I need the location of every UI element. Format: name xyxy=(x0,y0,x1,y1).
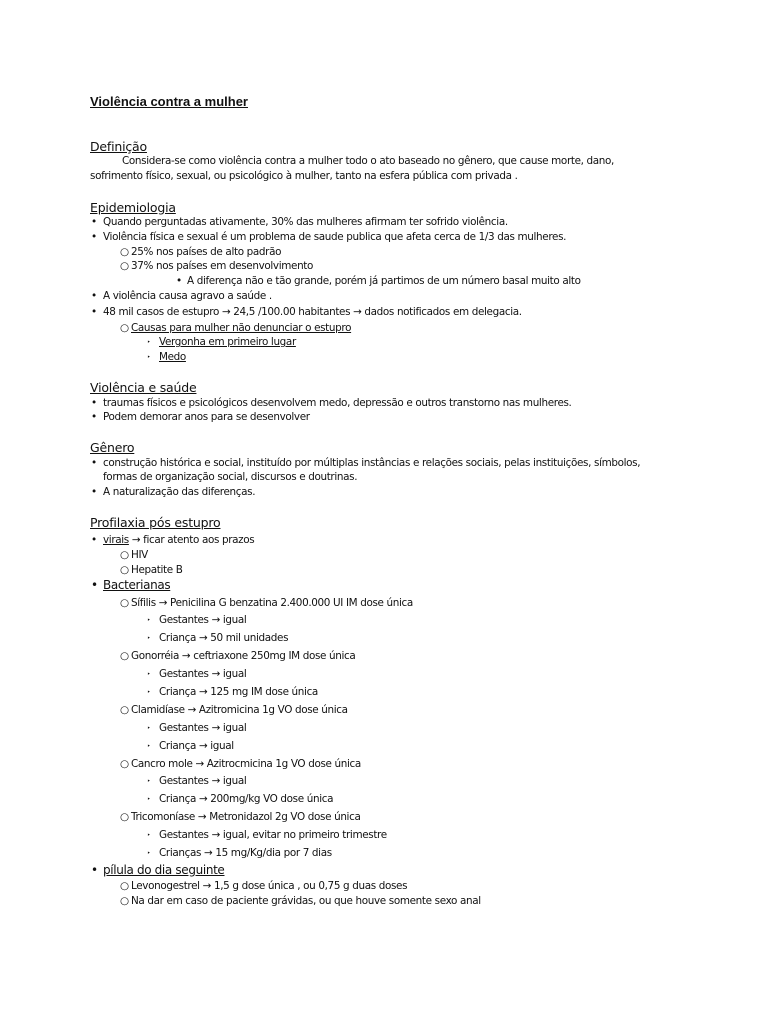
epidemiologia-item-5: A diferença não e tão grande, porém já partimos de um número basal muito alto xyxy=(187,275,581,287)
circle-bullet-icon: ○ xyxy=(120,758,129,770)
circle-bullet-icon: ○ xyxy=(120,704,129,716)
circle-bullet-icon: ○ xyxy=(120,895,129,907)
circle-bullet-icon: ○ xyxy=(120,811,129,823)
triangle-bullet-icon: ‣ xyxy=(147,796,151,803)
bullet-icon: • xyxy=(91,231,97,243)
cancro-crianca: Criança → 200mg/kg VO dose única xyxy=(159,793,334,805)
sifilis-gestantes: Gestantes → igual xyxy=(159,614,247,626)
triangle-bullet-icon: ‣ xyxy=(147,832,151,839)
document-title: Violência contra a mulher xyxy=(90,94,248,109)
circle-bullet-icon: ○ xyxy=(120,322,129,334)
bullet-icon: • xyxy=(91,216,97,228)
epidemiologia-item-4: 37% nos países em desenvolvimento xyxy=(131,260,314,272)
tricomoniase-item: Tricomoníase → Metronidazol 2g VO dose única xyxy=(131,811,361,823)
definicao-line-2: sofrimento físico, sexual, ou psicológico à mulher, tanto na esfera pública com privada . xyxy=(90,170,518,182)
epidemiologia-item-3: 25% nos países de alto padrão xyxy=(131,246,282,258)
epidemiologia-item-2: Violência física e sexual é um problema de saude publica que afeta cerca de 1/3 das mulheres. xyxy=(103,231,567,243)
triangle-bullet-icon: ‣ xyxy=(147,778,151,785)
hiv-item: HIV xyxy=(131,549,148,561)
triangle-bullet-icon: ‣ xyxy=(147,743,151,750)
heading-violencia-saude: Violência e saúde xyxy=(90,380,197,395)
genero-item-2: A naturalização das diferenças. xyxy=(103,486,256,498)
bullet-icon: • xyxy=(91,486,97,498)
epidemiologia-item-8: Causas para mulher não denunciar o estupro xyxy=(131,322,352,334)
bullet-icon: • xyxy=(91,863,98,877)
triangle-bullet-icon: ‣ xyxy=(147,850,151,857)
heading-genero: Gênero xyxy=(90,440,135,455)
gonorreia-item: Gonorréia → ceftriaxone 250mg IM dose única xyxy=(131,650,356,662)
clamidiase-item: Clamidíase → Azitromicina 1g VO dose única xyxy=(131,704,348,716)
circle-bullet-icon: ○ xyxy=(120,260,129,272)
genero-item-1: construção histórica e social, instituído por múltiplas instâncias e relações sociais, pelas instituições, símbolos, xyxy=(103,457,641,469)
cancro-gestantes: Gestantes → igual xyxy=(159,775,247,787)
epidemiologia-item-7: 48 mil casos de estupro → 24,5 /100.00 habitantes → dados notificados em delegacia. xyxy=(103,306,522,318)
gonorreia-crianca: Criança → 125 mg IM dose única xyxy=(159,686,318,698)
virais-label: virais xyxy=(103,534,129,546)
genero-item-1-continued: formas de organização social, discursos e doutrinas. xyxy=(103,471,358,483)
triangle-bullet-icon: ‣ xyxy=(147,689,151,696)
tricomoniase-gestantes: Gestantes → igual, evitar no primeiro trimestre xyxy=(159,829,387,841)
bullet-icon: • xyxy=(91,578,98,592)
bullet-icon: • xyxy=(91,290,97,302)
clamidiase-gestantes: Gestantes → igual xyxy=(159,722,247,734)
virais-rest: → ficar atento aos prazos xyxy=(128,534,255,546)
circle-bullet-icon: ○ xyxy=(120,880,129,892)
definicao-line-1: Considera-se como violência contra a mulher todo o ato baseado no gênero, que cause morte, dano, xyxy=(122,155,614,167)
gonorreia-gestantes: Gestantes → igual xyxy=(159,668,247,680)
heading-profilaxia: Profilaxia pós estupro xyxy=(90,515,221,530)
triangle-bullet-icon: ‣ xyxy=(147,617,151,624)
clamidiase-crianca: Criança → igual xyxy=(159,740,234,752)
bullet-icon: • xyxy=(91,411,97,423)
triangle-bullet-icon: ‣ xyxy=(147,339,151,346)
bullet-icon: • xyxy=(91,457,97,469)
circle-bullet-icon: ○ xyxy=(120,650,129,662)
circle-bullet-icon: ○ xyxy=(120,549,129,561)
epidemiologia-item-9: Vergonha em primeiro lugar xyxy=(159,336,296,348)
triangle-bullet-icon: ‣ xyxy=(147,354,151,361)
epidemiologia-item-1: Quando perguntadas ativamente, 30% das mulheres afirmam ter sofrido violência. xyxy=(103,216,508,228)
violencia-saude-item-2: Podem demorar anos para se desenvolver xyxy=(103,411,310,423)
pilula-item: pílula do dia seguinte xyxy=(103,863,225,877)
sifilis-item: Sífilis → Penicilina G benzatina 2.400.000 UI IM dose única xyxy=(131,597,413,609)
bullet-icon: • xyxy=(176,275,182,287)
bullet-icon: • xyxy=(91,397,97,409)
heading-definicao: Definição xyxy=(90,139,147,154)
triangle-bullet-icon: ‣ xyxy=(147,671,151,678)
levonogestrel-item: Levonogestrel → 1,5 g dose única , ou 0,75 g duas doses xyxy=(131,880,408,892)
sifilis-crianca: Criança → 50 mil unidades xyxy=(159,632,289,644)
triangle-bullet-icon: ‣ xyxy=(147,635,151,642)
circle-bullet-icon: ○ xyxy=(120,597,129,609)
epidemiologia-item-10: Medo xyxy=(159,351,186,363)
epidemiologia-item-6: A violência causa agravo a saúde . xyxy=(103,290,272,302)
triangle-bullet-icon: ‣ xyxy=(147,725,151,732)
bullet-icon: • xyxy=(91,534,97,546)
hepatite-item: Hepatite B xyxy=(131,564,183,576)
heading-epidemiologia: Epidemiologia xyxy=(90,200,176,215)
cancro-item: Cancro mole → Azitrocmicina 1g VO dose única xyxy=(131,758,361,770)
circle-bullet-icon: ○ xyxy=(120,246,129,258)
na-dar-item: Na dar em caso de paciente grávidas, ou que houve somente sexo anal xyxy=(131,895,481,907)
violencia-saude-item-1: traumas físicos e psicológicos desenvolvem medo, depressão e outros transtorno nas mulheres. xyxy=(103,397,572,409)
bullet-icon: • xyxy=(91,306,97,318)
circle-bullet-icon: ○ xyxy=(120,564,129,576)
virais-item xyxy=(103,533,254,548)
tricomoniase-criancas: Crianças → 15 mg/Kg/dia por 7 dias xyxy=(159,847,332,859)
bacterianas-item: Bacterianas xyxy=(103,578,171,592)
